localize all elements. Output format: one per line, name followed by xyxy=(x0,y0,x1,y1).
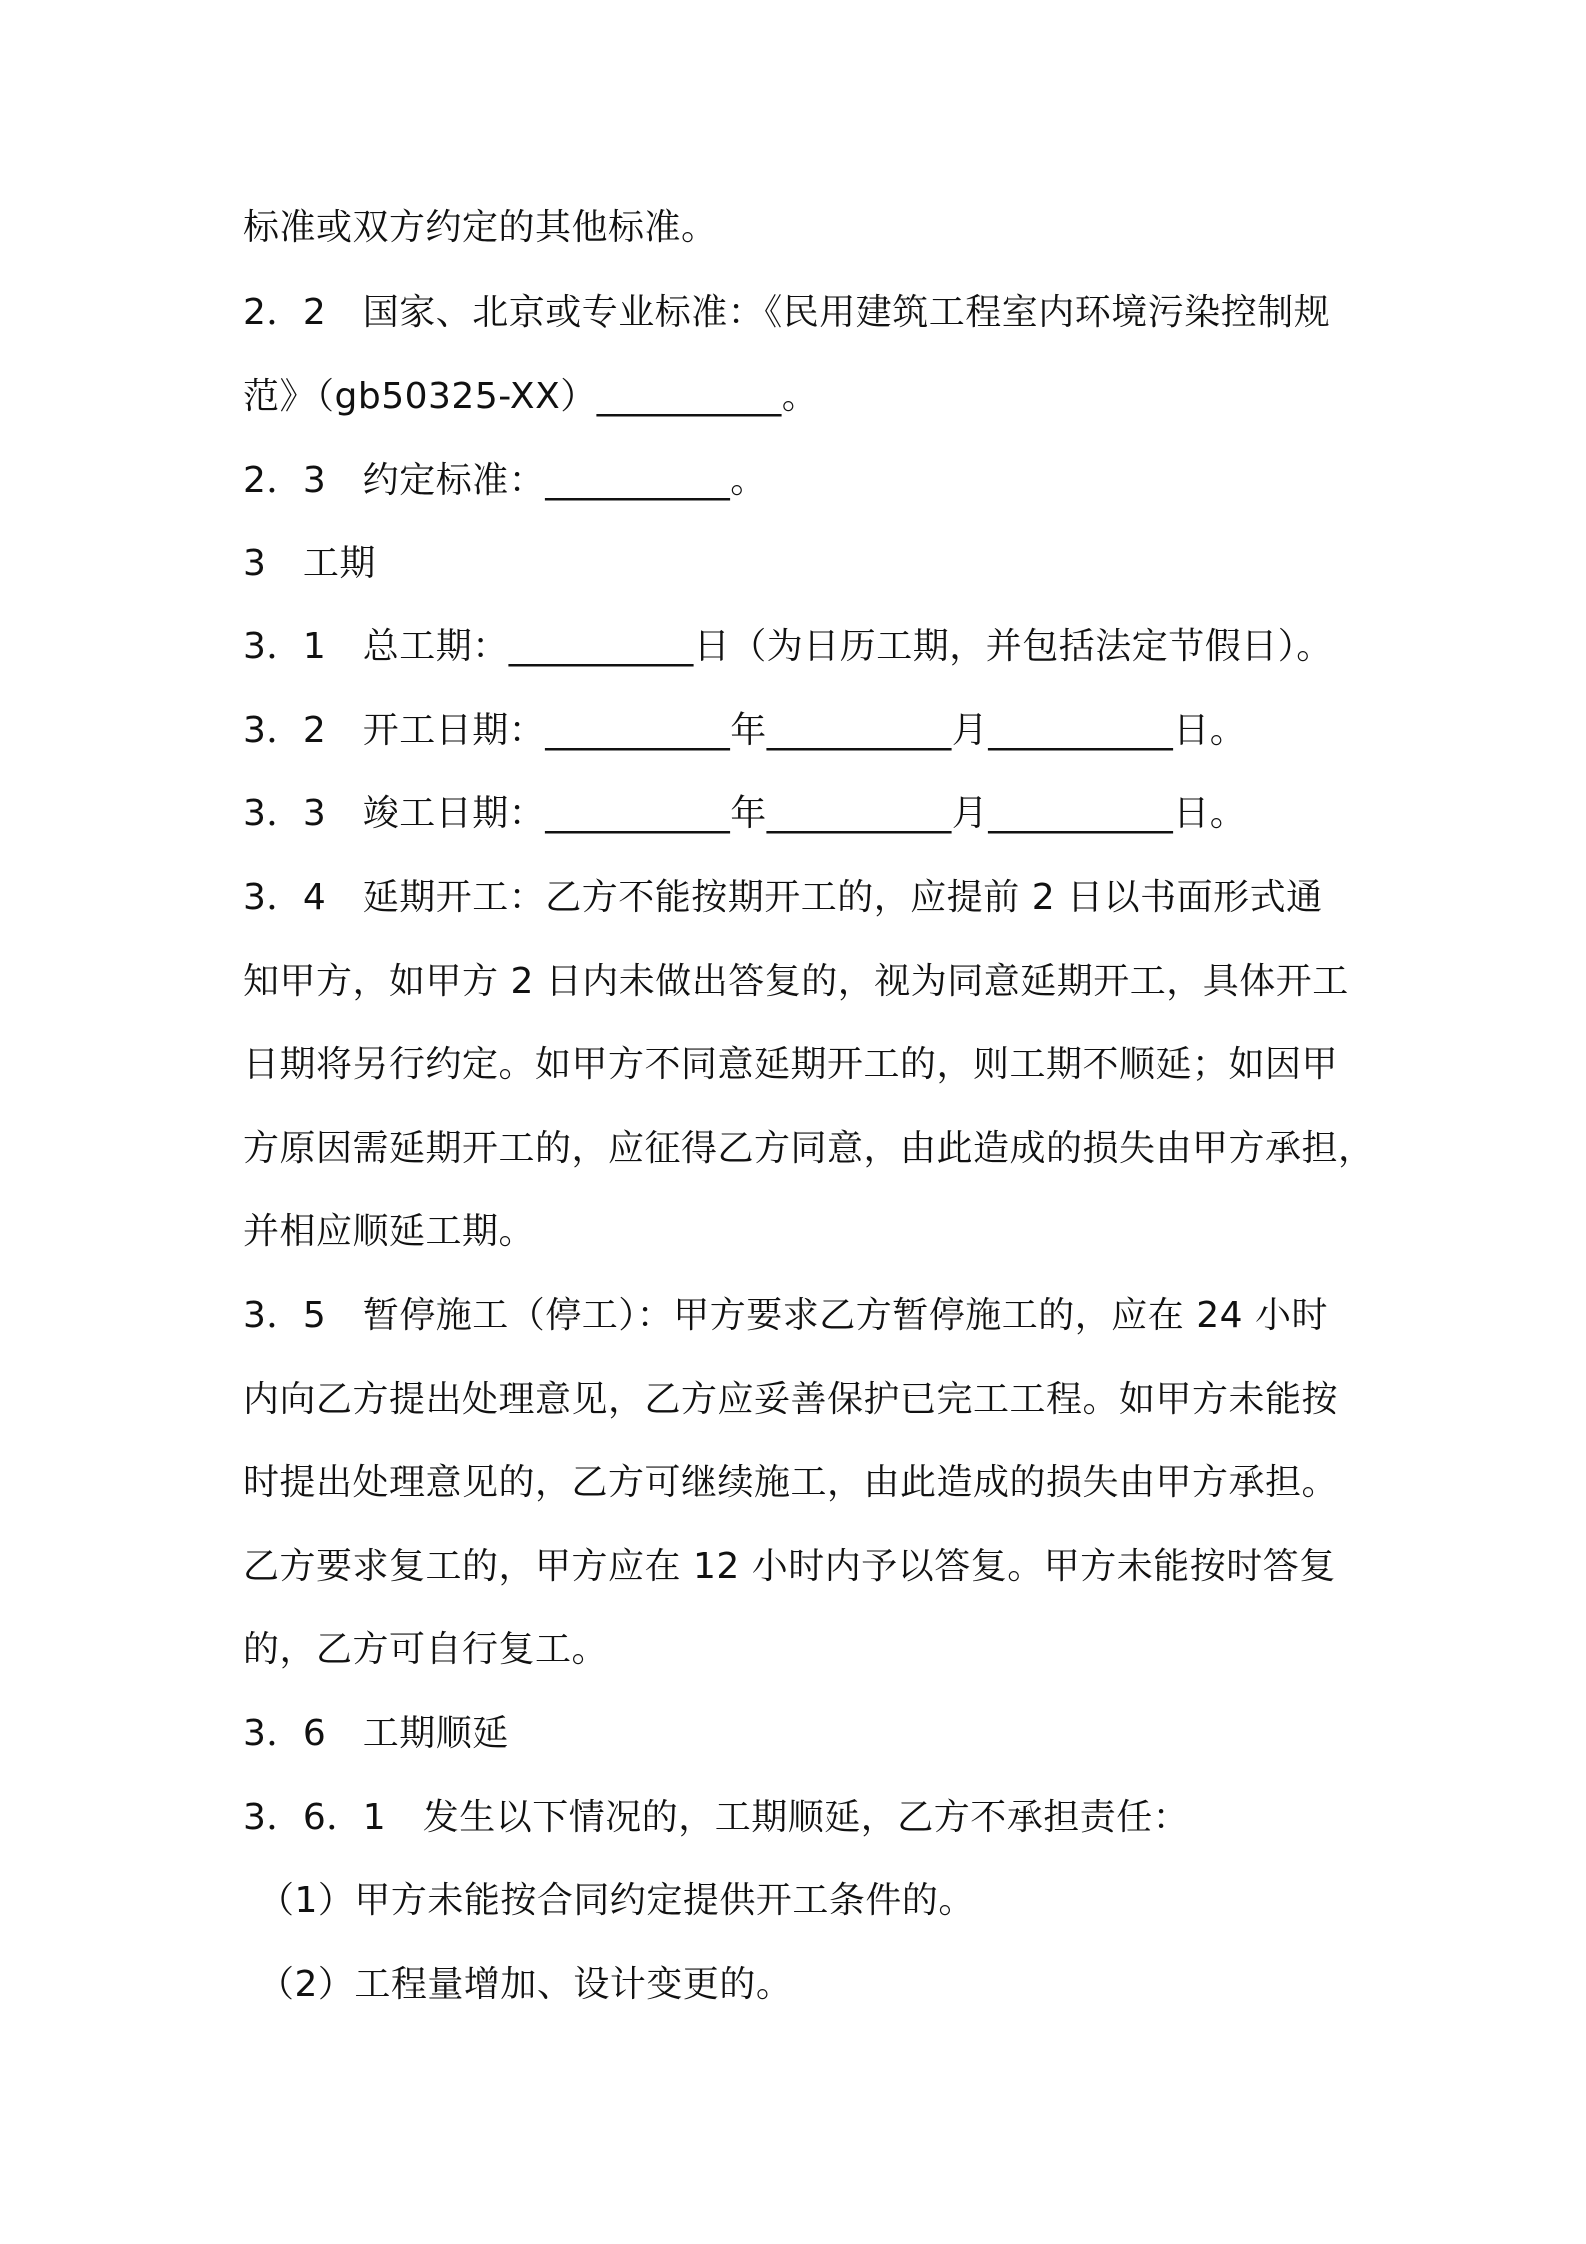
text-line: 标准或双方约定的其他标准。 xyxy=(243,207,718,248)
text-line: 3．2 开工日期：__________年__________月__________日。 xyxy=(243,710,1247,751)
text-line: 方原因需延期开工的，应征得乙方同意，由此造成的损失由甲方承担， xyxy=(243,1128,1375,1169)
text-line: 3．5 暂停施工（停工）：甲方要求乙方暂停施工的，应在 24 小时 xyxy=(243,1295,1329,1336)
text-line: 2．3 约定标准：__________。 xyxy=(243,460,767,501)
section-heading: 3 工期 xyxy=(243,543,376,584)
text-line: 3．6 工期顺延 xyxy=(243,1713,509,1754)
text-line: 的，乙方可自行复工。 xyxy=(243,1629,609,1670)
text-line: 3．6．1 发生以下情况的，工期顺延，乙方不承担责任： xyxy=(243,1797,1190,1838)
text-line: 时提出处理意见的，乙方可继续施工，由此造成的损失由甲方承担。 xyxy=(243,1462,1339,1503)
text-line: 3．1 总工期：__________日（为日历工期，并包括法定节假日）。 xyxy=(243,626,1333,667)
text-line: 乙方要求复工的，甲方应在 12 小时内予以答复。甲方未能按时答复 xyxy=(243,1546,1336,1587)
text-line: 知甲方，如甲方 2 日内未做出答复的，视为同意延期开工，具体开工 xyxy=(243,961,1349,1002)
list-item: （2）工程量增加、设计变更的。 xyxy=(258,1964,793,2005)
text-line: 日期将另行约定。如甲方不同意延期开工的，则工期不顺延；如因甲 xyxy=(243,1044,1339,1085)
text-line: 内向乙方提出处理意见，乙方应妥善保护已完工工程。如甲方未能按 xyxy=(243,1379,1339,1420)
text-line: 3．4 延期开工：乙方不能按期开工的，应提前 2 日以书面形式通 xyxy=(243,877,1323,918)
text-line: 3．3 竣工日期：__________年__________月__________日。 xyxy=(243,793,1247,834)
text-line: 并相应顺延工期。 xyxy=(243,1211,536,1252)
list-item: （1）甲方未能按合同约定提供开工条件的。 xyxy=(258,1880,975,1921)
text-line: 范》（gb50325-XX）__________。 xyxy=(243,376,819,417)
text-line: 2．2 国家、北京或专业标准：《民用建筑工程室内环境污染控制规 xyxy=(243,292,1331,333)
